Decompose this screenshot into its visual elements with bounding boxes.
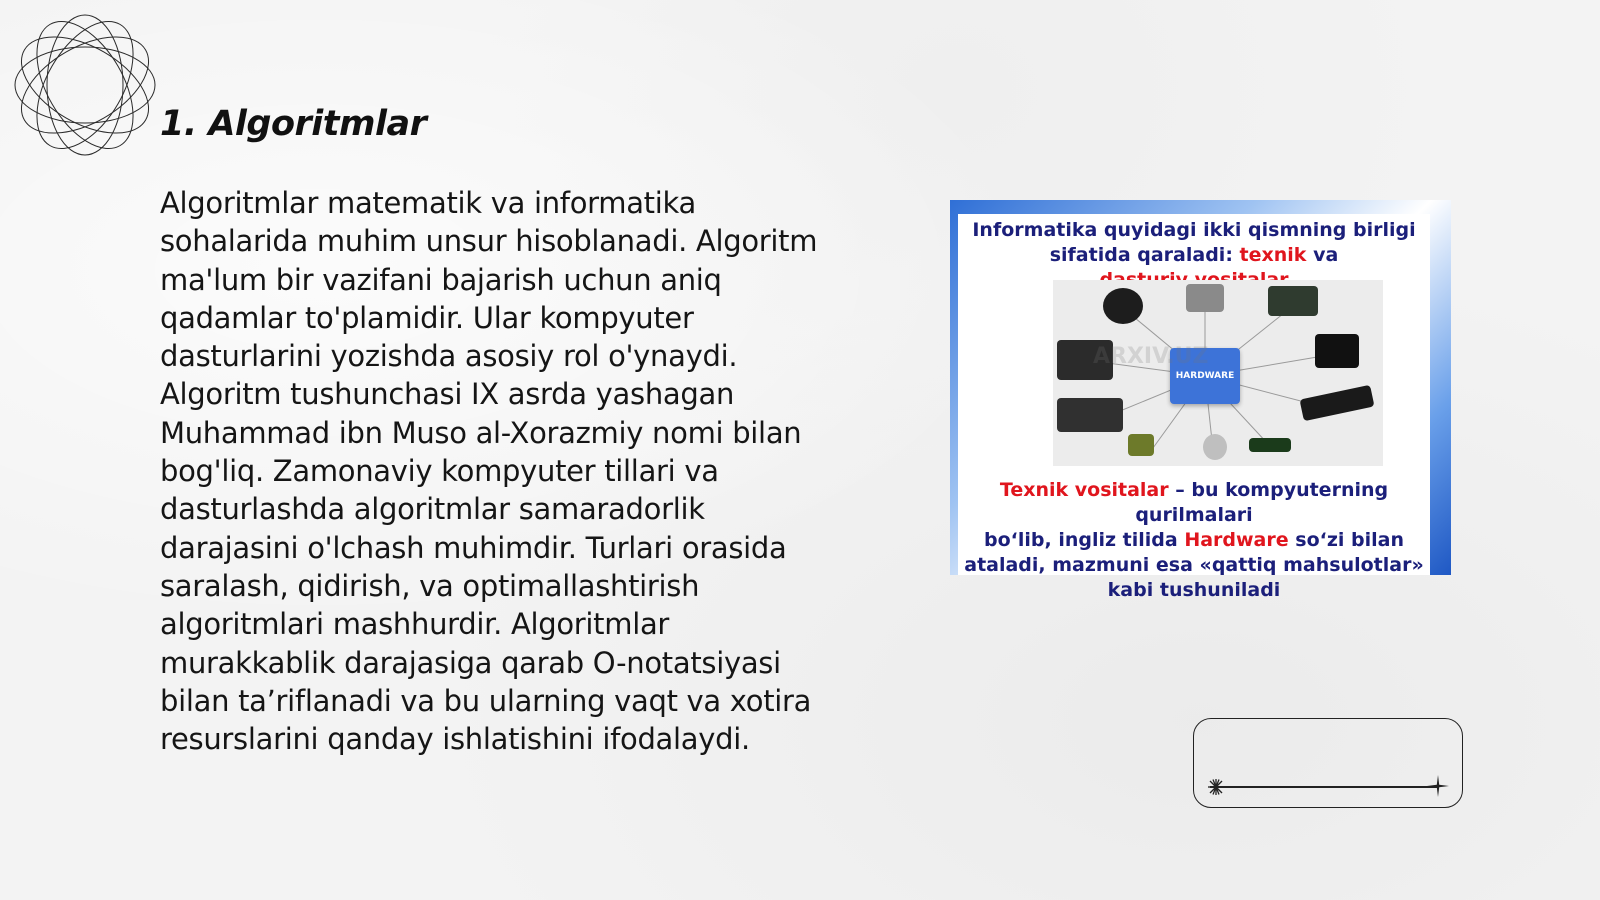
figure-heading-text: Informatika quyidagi ikki qismning birligi sifatida qaraladi: [972, 219, 1416, 266]
fan-device-icon [1103, 288, 1143, 324]
figure-caption-highlight-2: Hardware [1184, 529, 1289, 551]
cpu-chip-icon [1128, 434, 1154, 456]
figure-heading-tail: va [1306, 244, 1339, 266]
figure-caption-text-3: so‘zi bilan ataladi, mazmuni esa «qattiq mahsulotlar» kabi tushuniladi [964, 529, 1424, 601]
figure-caption-text-1: – bu kompyuterning qurilmalari [1135, 479, 1389, 526]
figure-panel [958, 214, 1430, 601]
decorative-rounded-box [1193, 718, 1463, 808]
figure-caption-highlight-1: Texnik vositalar [999, 479, 1169, 501]
figure-heading-highlight: texnik [1239, 244, 1307, 266]
figure-watermark: ARXIV.UZ [1093, 344, 1209, 369]
figure-caption-text-2: bo‘lib, ingliz tilida [983, 529, 1185, 551]
ram-icon [1249, 438, 1291, 452]
decorative-line [1210, 786, 1438, 788]
hardware-diagram [1053, 280, 1383, 466]
circular-ornament-icon [8, 8, 162, 162]
mouse-icon [1203, 434, 1227, 460]
slide-title: 1. Algoritmlar [160, 104, 427, 144]
slide-body-text: Algoritmlar matematik va informatika sohalarida muhim unsur hisoblanadi. Algoritm ma'lum bir vazifani bajarish uchun aniq qadamlar to'plamidir. Ular kompyuter dasturlarini yozishda asosiy rol o'ynaydi. Algoritm tushunchasi IX asrda yashagan Muhammad ibn Muso al-Xorazmiy nomi bilan bog'liq. Zamonaviy kompyuter tillari va dasturlashda algoritmlar samaradorlik darajasini o'lchash muhimdir. Turlari orasida saralash, qidirish, va optimallashtirish algoritmlari mashhurdir. Algoritmlar murakkablik darajasiga qarab O-notatsiyasi bilan ta’riflanadi va bu ularning vaqt va xotira resurslarini qanday ishlatishini ifodalaydi. [160, 186, 818, 757]
hard-drive-icon [1186, 284, 1224, 312]
hardware-figure [950, 200, 1451, 601]
figure-caption [958, 478, 1430, 603]
starburst-icon [1206, 777, 1226, 797]
hardware-hub-box: HARDWARE [1170, 348, 1240, 404]
sparkle-icon [1426, 774, 1450, 798]
dvd-drive-icon [1057, 398, 1123, 432]
motherboard-icon [1268, 286, 1318, 316]
monitor-icon [1315, 334, 1359, 368]
